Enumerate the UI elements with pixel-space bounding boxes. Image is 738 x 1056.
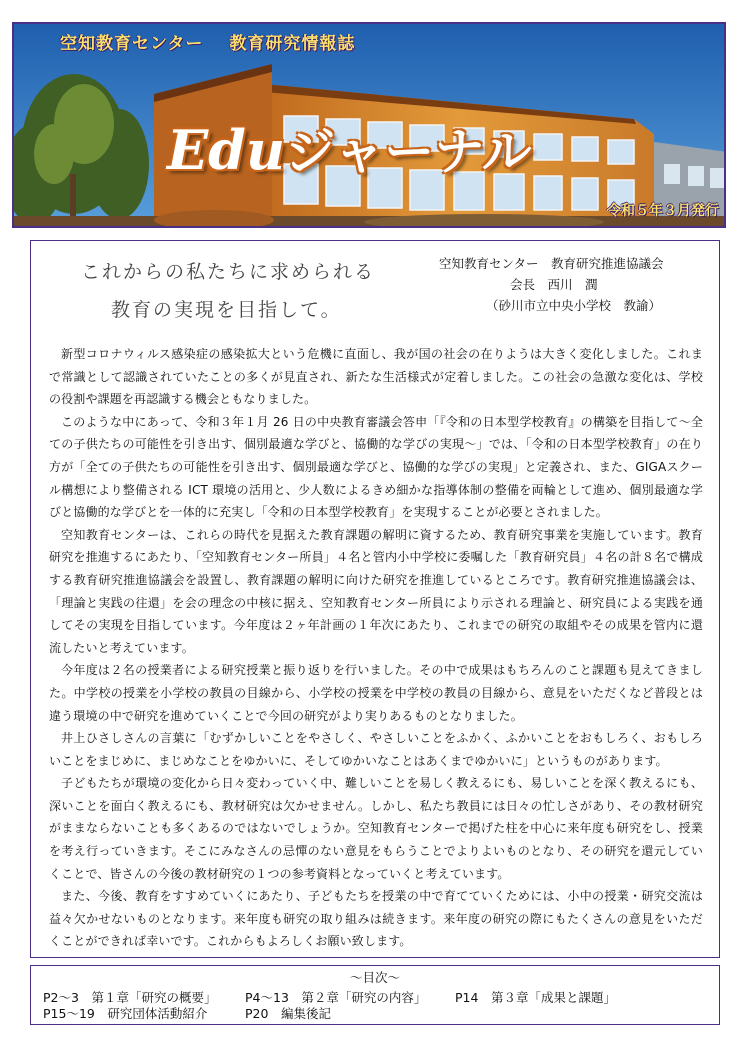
magazine-title-kana: ジャーナル xyxy=(285,123,532,181)
article-headline xyxy=(81,253,375,329)
toc-item: P20 編集後記 xyxy=(245,1006,331,1021)
journal-type: 教育研究情報誌 xyxy=(229,34,356,54)
toc-item: P14 第３章「成果と課題」 xyxy=(455,990,616,1005)
center-name: 空知教育センター xyxy=(60,34,204,54)
toc-item: P2～3 第１章「研究の概要」 xyxy=(43,990,217,1005)
author-org: 空知教育センター 教育研究推進協議会 xyxy=(439,256,664,271)
author-affiliation: （砂川市立中央小学校 教諭） xyxy=(486,298,662,313)
issue-date: 令和５年３月発行 xyxy=(607,203,719,219)
headline-line-1: これからの私たちに求められる xyxy=(81,261,376,283)
paragraph: また、今後、教育をすすめていくにあたり、子どもたちを授業の中で育てていくためには、小中の授業・研究交流は益々欠かせないものとなります。来年度も研究の取り組みは続きます。来年度の研究の際にもたくさんの意見をいただくことができれば幸いです。これからもよろしくお願い致します。 xyxy=(49,889,703,949)
paragraph: 井上ひさしさんの言葉に「むずかしいことをやさしく、やさしいことをふかく、ふかいことをおもしろく、おもしろいことをまじめに、まじめなことをゆかいに、そしてゆかいなことはあくまでゆかいに」というものがあります。 xyxy=(49,731,703,768)
article-frame xyxy=(30,240,720,958)
author-role: 会長 西川 潤 xyxy=(510,277,598,292)
table-of-contents xyxy=(30,965,720,1025)
paragraph: 空知教育センターは、これらの時代を見据えた教育課題の解明に資するため、教育研究事業を実施しています。教育研究を推進するにあたり、「空知教育センター所員」４名と管内小中学校に委嘱した「教育研究員」４名の計８名で構成する教育研究推進協議会を設置し、教育課題の解明に向けた研究を推進しているところです。教育研究推進協議会は、「理論と実践の往還」を会の理念の中核に据え、空知教育センター所員により示される理論と、研究員による実践を通してその実現を目指しています。今年度は２ヶ年計画の１年次にあたり、これまでの研究の取組やその成果を管内に還流したいと考えています。 xyxy=(49,527,703,655)
toc-item: P15～19 研究団体活動紹介 xyxy=(43,1006,208,1021)
paragraph: 新型コロナウィルス感染症の感染拡大という危機に直面し、我が国の社会の在りようは大きく変化しました。これまで常識として認識されていたことの多くが見直され、新たな生活様式が定着しました。この社会の急激な変化は、学校の役割や課題を再認識する機会ともなりました。 xyxy=(49,347,703,407)
author-block xyxy=(439,253,701,316)
center-name-heading xyxy=(60,29,355,54)
paragraph: 子どもたちが環境の変化から日々変わっていく中、難しいことを易しく教えるにも、易しいことを深く教えるにも、深いことを面白く教えるにも、教材研究は欠かせません。しかし、私たち教員には日々の忙しさがあり、その教材研究がままならないことも多くあるのではないでしょうか。空知教育センターで掲げた柱を中心に来年度も研究をし、授業を考え行っていきます。そこにみなさんの忌憚のない意見をもらうことでよりよいものとなり、その研究を還元していくことで、皆さんの今後の教材研究の１つの参考資料となっていくと考えています。 xyxy=(49,776,703,881)
article-body xyxy=(49,343,703,953)
magazine-title-latin: Edu xyxy=(167,118,286,182)
toc-item: P4～13 第２章「研究の内容」 xyxy=(245,990,427,1005)
header-banner xyxy=(12,22,726,228)
toc-title: ～目次～ xyxy=(349,970,400,985)
magazine-title xyxy=(167,112,532,184)
paragraph: 今年度は２名の授業者による研究授業と振り返りを行いました。その中で成果はもちろんのこと課題も見えてきました。中学校の授業を小学校の教員の目線から、小学校の授業を中学校の教員の目線から、意見をいただくなど普段とは違う環境の中で研究を進めていくことで今回の研究がより実りあるものとなりました。 xyxy=(49,663,703,723)
paragraph: このような中にあって、令和３年１月 26 日の中央教育審議会答申「『令和の日本型学校教育』の構築を目指して～全ての子供たちの可能性を引き出す、個別最適な学びと、協働的な学びの実現～」では、「令和の日本型学校教育」の在り方が「全ての子供たちの可能性を引き出す、個別最適な学びと、協働的な学びの実現」と定義され、また、GIGAスクール構想により整備される ICT 環境の活用と、少人数によるきめ細かな指導体制の整備を両輪として進め、個別最適な学びと協働的な学びとを一体的に充実し「令和の日本型学校教育」を実現することが必要とされました。 xyxy=(49,414,703,520)
headline-line-2: 教育の実現を目指して。 xyxy=(111,299,342,321)
